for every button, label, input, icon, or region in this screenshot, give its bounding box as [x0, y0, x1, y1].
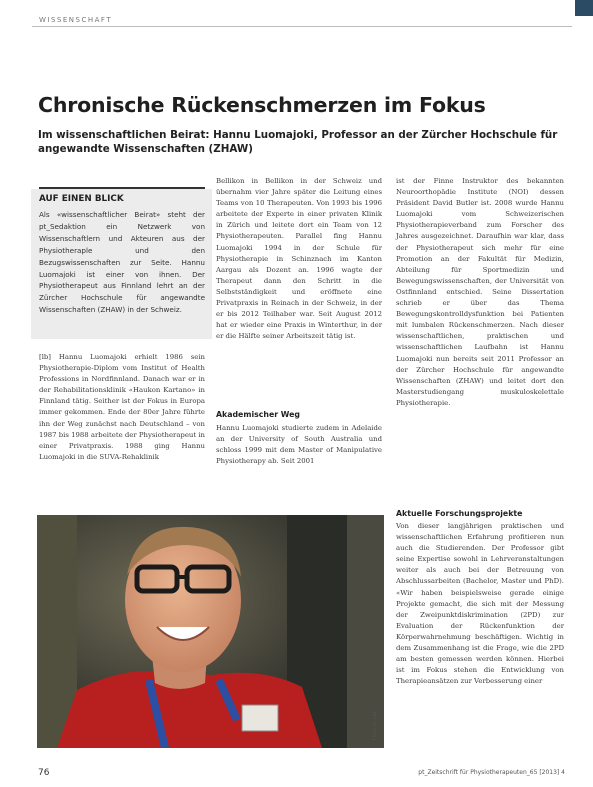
info-box-text: Als «wissenschaftlicher Beirat» steht der pt_Sedaktion ein Netzwerk von Wissenschaftlern und Akteuren aus der Physiotheraple und den Bezugswissenschaften zur Seite. Hannu Luomajoki ist einer von ihnen. Der Physiotherapeut aus Finnland lehrt an der Zürcher Hochschule für angewandte Wissenschaften (ZHAW) in der Schweiz. [39, 210, 205, 315]
article-title: Chronische Rückenschmerzen im Fokus [38, 93, 486, 117]
header-rule [32, 26, 572, 27]
article-subtitle: Im wissenschaftlichen Beirat: Hannu Luomajoki, Professor an der Zürcher Hochschule für angewandte Wissenschaften (ZHAW) [38, 129, 558, 155]
info-box-heading: AUF EINEN BLICK [39, 194, 124, 204]
top-bar [0, 0, 593, 13]
column-2-text: Bellikon in Bellikon in der Schweiz und übernahm vier Jahre später die Leitung eines Teams von 10 Therapeuten. Von 1993 bis 1996 arbeitete der Experte in einer privaten Klinik in Zürich und leitete dort ein Team von 12 Physiotherapeuten. Parallel fing Hannu Luomajoki 1994 in der Schule für Physiotherapie in Schinznach im Kanton Aargau als Dozent an. 1996 wagte der Therapeut dann den Schritt in die Selbstständigkeit und eröffnete eine Privatpraxis in Reinach in der Schweiz, in der er bis 2012 Teilhaber war. Seit August 2012 hat er wieder eine Praxis in Winterthur, in der er die Hälfte seiner Arbeitszeit tätig ist. [216, 177, 382, 341]
corner-accent [575, 0, 593, 16]
section-label: WISSENSCHAFT [39, 16, 113, 24]
publication-footer: pt_Zeitschrift für Physiotherapeuten_65 [2013] 4 [418, 769, 565, 776]
column-2b-text: Hannu Luomajoki studierte zudem in Adelaide an der University of South Australia und schloss 1999 mit dem Master of Manipulative Physiotherapy ab. Seit 2001 [216, 424, 382, 466]
subheading-forschungsprojekte: Aktuelle Forschungsprojekte [396, 509, 523, 518]
page-number: 76 [38, 768, 50, 778]
subheading-akademischer-weg: Akademischer Weg [216, 410, 300, 419]
photo-credit: Foto: privat [372, 711, 378, 740]
column-3b-text: Von dieser langjährigen praktischen und wissenschaftlichen Erfahrung profitieren nun auch die Studierenden. Der Professor gibt seine Expertise sowohl in Lehrveranstaltungen weiter als auch bei der Betreuung von Abschlussarbeiten (Bachelor, Master und PhD). «Wir haben beispielsweise gerade einige Projekte gemacht, die sich mit der Messung der Zweipunktdiskrimination (2PD) zur Evaluation der Rückenfunktion der Körperwahrnehmung beschäftigen. Wichtig in dem Zusammenhang ist die Frage, wie die 2PD am besten gemessen werden können. Hierbei ist im Fokus stehen die Entwicklung von Therapieansätzen zur Verbesserung einer [396, 522, 564, 686]
column-1-text: [lb] Hannu Luomajoki erhielt 1986 sein Physiotherapie-Diplom vom Institut of Health Professions in Nordfinnland. Danach war er in der Rehabilitationsklinik «Haukon Kartano» in Finnland tätig. Seither ist der Fokus in Europa immer gekommen. Ende der 80er Jahre führte ihn der Weg zunächst nach Deutschland – von 1987 bis 1988 arbeitete der Physiotherapeut in einer Privatpraxis. 1988 ging Hannu Luomajoki in die SUVA-Rehaklinik [39, 353, 205, 461]
portrait-photo [37, 515, 384, 748]
column-3-text: ist der Finne Instruktor des bekannten Neuroorthopädie Institute (NOI) dessen Präsident David Butler ist. 2008 wurde Hannu Luomajoki vom Schweizerischen Physiotherapieverband zum Forscher des Jahres ausgezeichnet. Daraufhin war klar, dass der Physiotherapeut sich mehr für eine Promotion an der Fakultät für Medizin, Abteilung für Sportmedizin und Bewegungswissenschaften, der Universität von Ostfinnland entschied. Seine Dissertation schrieb er über das Thema Bewegungskontrolldysfunktion bei Patienten mit lumbalen Rückenschmerzen. Nach dieser wissenschaftlichen, praktischen und wissenschaftlichen Laufbahn ist Hannu Luomajoki nun bereits seit 2011 Professor an der Zürcher Hochschule für angewandte Wissenschaften (ZHAW) und leitet dort den Masterstudiengang muskuloskelettale Physiotherapie. [396, 177, 564, 407]
portrait-illustration [37, 515, 384, 748]
